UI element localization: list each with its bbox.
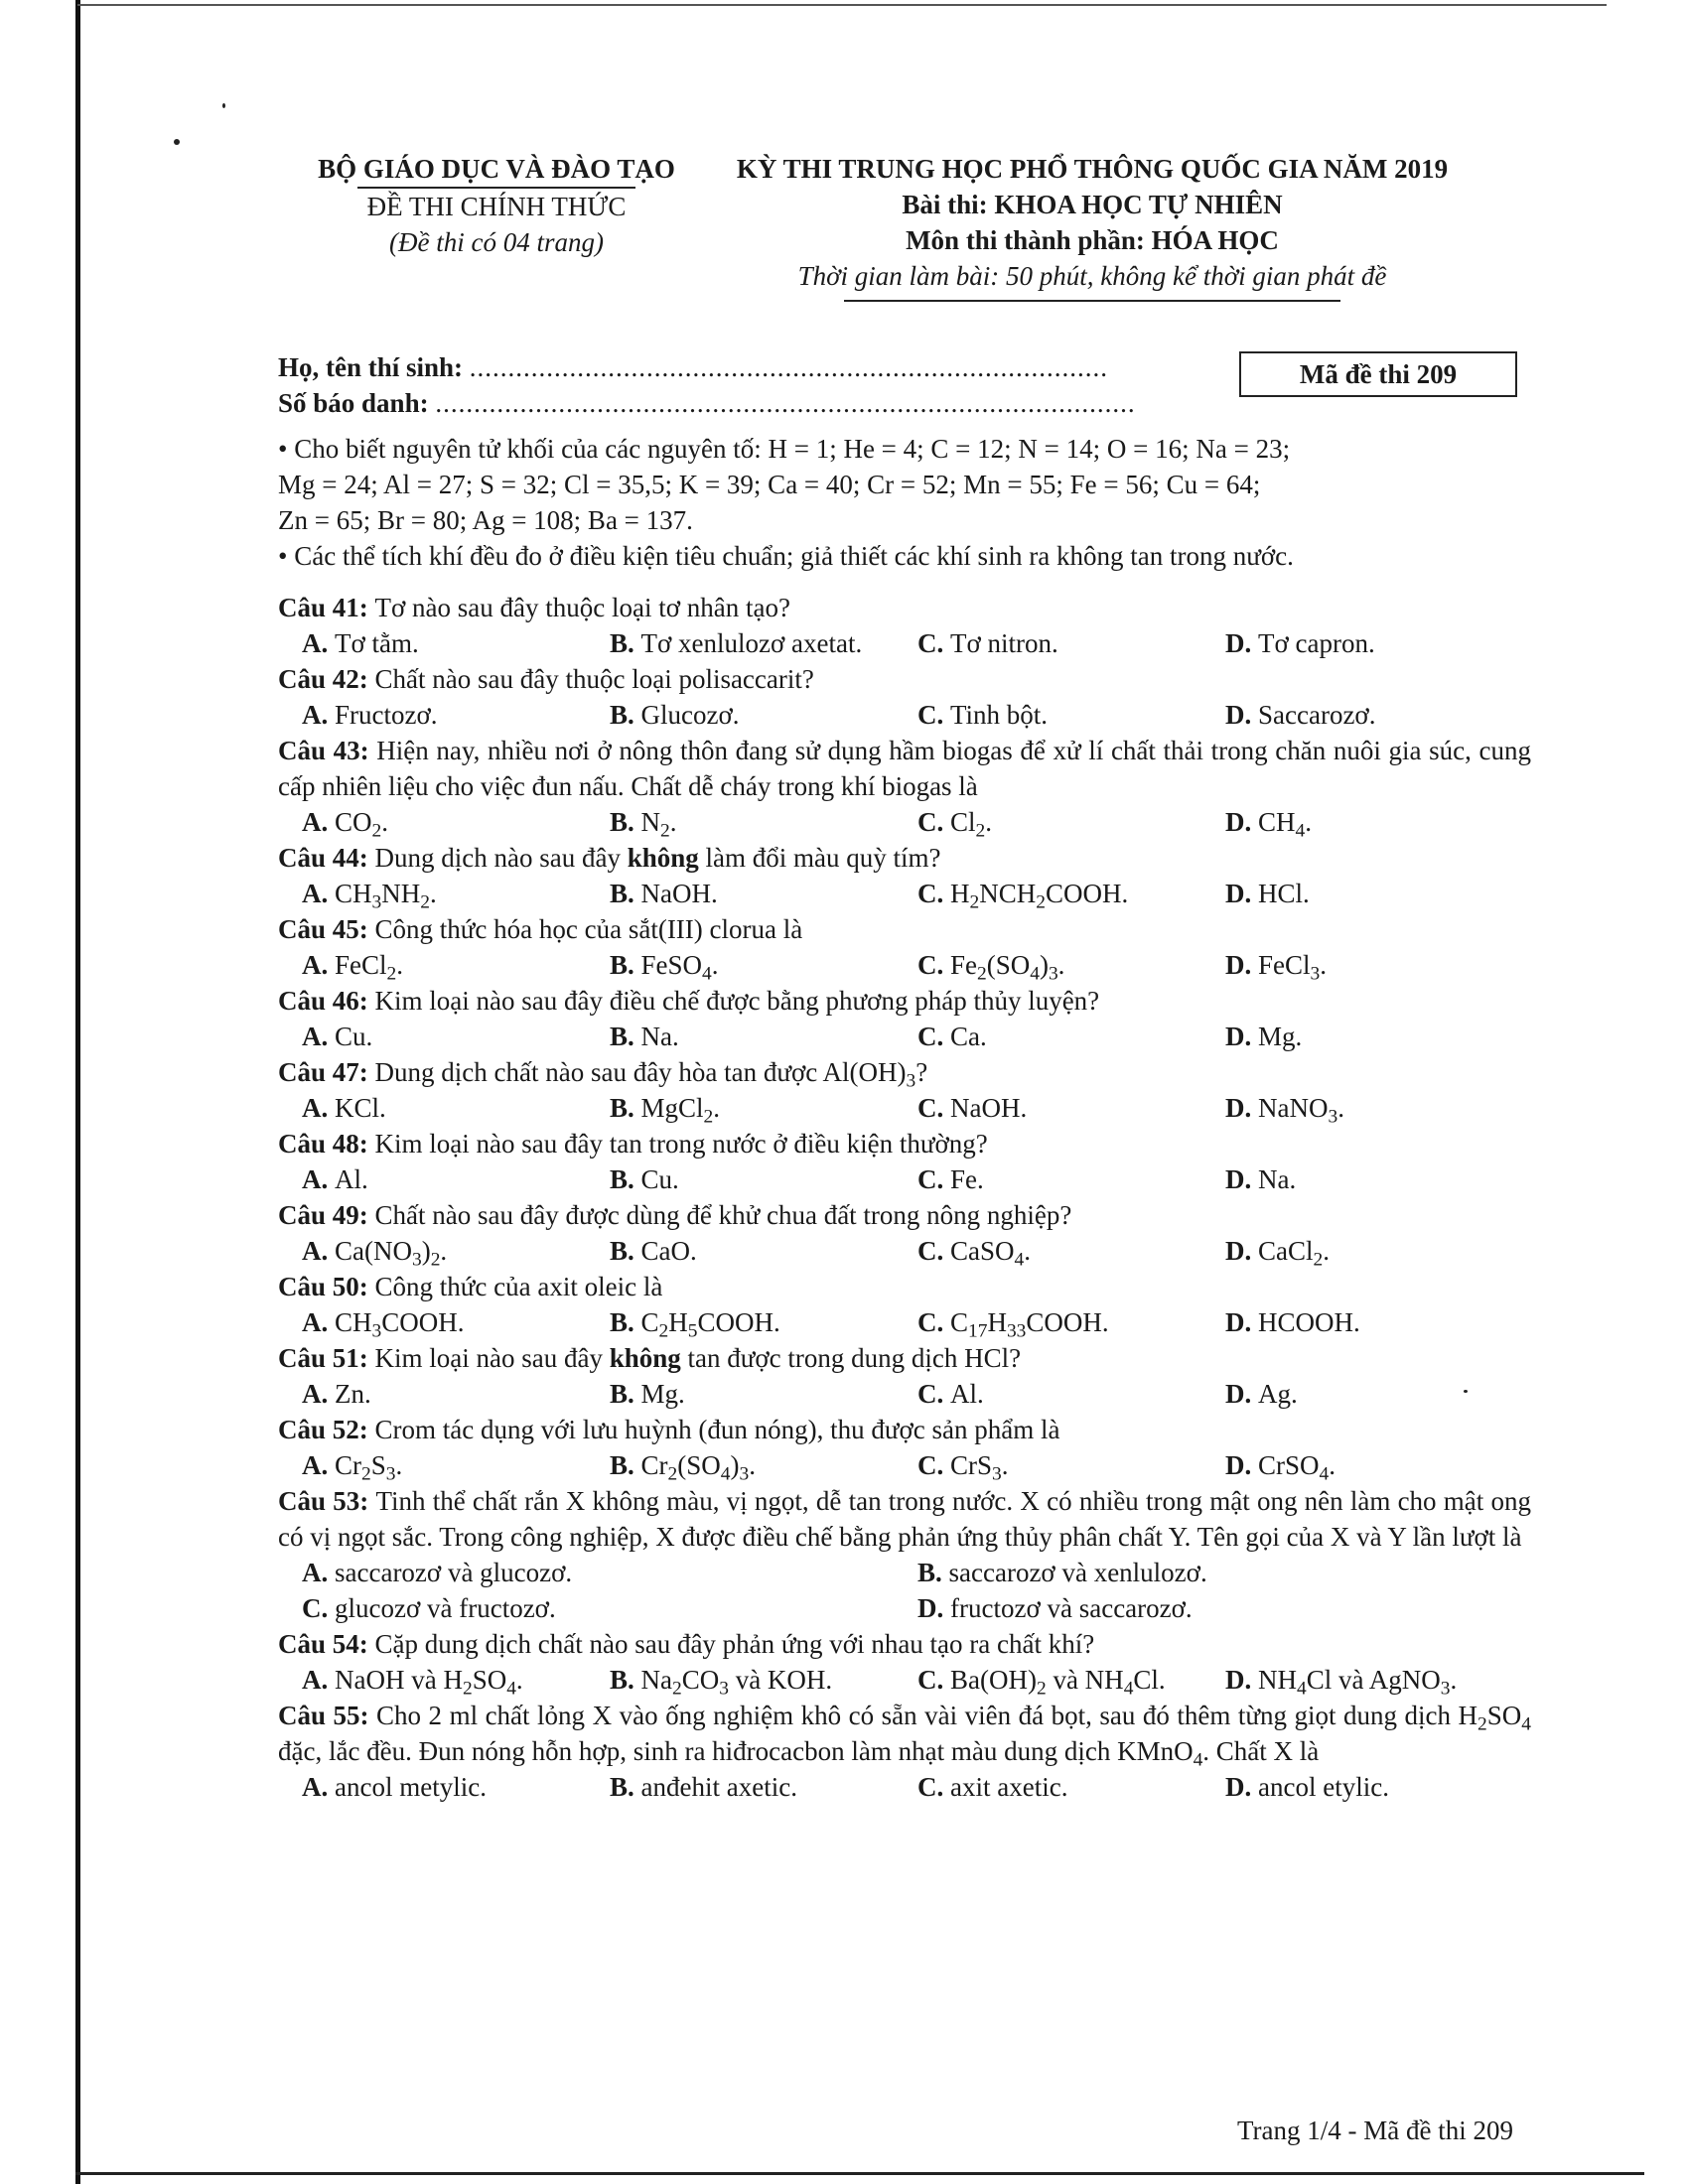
answer-option-c[interactable] [917,1376,1225,1412]
option-text: saccarozơ và glucozơ. [335,1558,573,1587]
option-text: anđehit axetic. [640,1772,797,1802]
option-letter: C. [917,950,950,980]
option-text: Ca. [950,1022,987,1051]
answer-option-c[interactable] [917,1769,1225,1805]
answer-option-a[interactable] [302,1555,917,1590]
ministry-name: BỘ GIÁO DỤC VÀ ĐÀO TẠO [318,154,675,184]
option-text: $N_2$. [640,807,677,842]
question [278,1626,1531,1698]
question-stem [278,1197,1531,1233]
answer-option-c[interactable] [917,1019,1225,1054]
question-stem [278,911,1531,947]
option-text: NaNO$_3$. [1258,1093,1344,1128]
option-text: $Cr_2(SO_4)_3$. [640,1450,756,1485]
question [278,983,1531,1054]
question-stem [278,1269,1531,1304]
option-text: Al. [335,1164,368,1194]
answer-option-d[interactable] [1225,625,1533,661]
option-text: Ag. [1258,1379,1298,1409]
question-text: Kim loại nào sau đây không tan được trong dung dịch HCl? [374,1343,1022,1373]
question-text: Chất nào sau đây được dùng để khử chua đất trong nông nghiệp? [374,1200,1072,1230]
option-letter: A. [302,1236,335,1266]
question [278,1340,1531,1412]
question [278,911,1531,983]
answer-option-a[interactable] [302,1376,610,1412]
answer-option-b[interactable] [610,1376,917,1412]
answer-option-c[interactable] [917,1304,1225,1340]
answer-option-c[interactable] [917,1447,1225,1483]
candidate-name-field[interactable]: ................................................................................... [469,352,1109,382]
option-text: Glucozơ. [640,700,740,730]
exam-duration: Thời gian làm bài: 50 phút, không kể thời gian phát đề [797,261,1387,291]
option-letter: A. [302,1379,335,1409]
question-stem [278,661,1531,697]
answer-option-b[interactable] [610,1304,917,1340]
option-letter: D. [1225,1450,1258,1480]
option-letter: B. [610,807,641,837]
answer-option-d[interactable] [1225,1090,1533,1126]
answer-options [278,1233,1531,1269]
answer-option-d[interactable] [1225,697,1533,733]
answer-option-c[interactable] [917,697,1225,733]
question-label: Câu 47: [278,1057,375,1087]
option-letter: A. [302,1558,335,1587]
option-letter: D. [1225,1772,1258,1802]
answer-option-c[interactable] [917,625,1225,661]
question [278,1126,1531,1197]
answer-option-b[interactable] [610,1161,917,1197]
question [278,1197,1531,1269]
option-letter: B. [610,1772,641,1802]
option-text: FeSO$_4$. [640,950,719,985]
question-stem [278,1698,1531,1769]
option-text: axit axetic. [950,1772,1068,1802]
answer-option-a[interactable] [302,1447,610,1483]
option-text: Al. [950,1379,984,1409]
answer-option-d[interactable] [1225,1019,1533,1054]
option-letter: A. [302,1450,335,1480]
question-text: Cho 2 ml chất lỏng X vào ống nghiệm khô có sẵn vài viên đá bọt, sau đó thêm từng giọt dung dịch $H_2SO_4$ đặc, lắc đều. Đun nóng hỗn hợp, sinh ra hiđrocacbon làm nhạt màu dung dịch KMnO$_4$. Chất X là [278,1701,1531,1771]
answer-options [278,625,1531,661]
option-letter: B. [610,950,641,980]
option-text: $Cr_2S_3$. [335,1450,403,1485]
option-letter: D. [1225,628,1258,658]
option-text: CaO. [640,1236,697,1266]
answer-options [278,1019,1531,1054]
option-text: HCOOH. [1258,1307,1360,1337]
answer-options [278,1304,1531,1340]
question-stem [278,1054,1531,1090]
answer-option-d[interactable] [1225,1376,1533,1412]
candidate-id-field[interactable]: ........................................................................................... [435,388,1136,418]
question-text: Dung dịch chất nào sau đây hòa tan được $Al(OH)_3$? [374,1057,928,1092]
option-text: CaSO$_4$. [950,1236,1031,1271]
option-letter: C. [917,628,950,658]
option-text: $H_2NCH_2COOH$. [950,879,1129,913]
option-letter: B. [610,1379,641,1409]
answer-option-c[interactable] [917,1090,1225,1126]
atomic-masses-line-3: Zn = 65; Br = 80; Ag = 108; Ba = 137. [278,505,693,535]
answer-option-c[interactable] [917,876,1225,911]
exam-type: ĐỀ THI CHÍNH THỨC [366,192,627,221]
question-text: Kim loại nào sau đây tan trong nước ở điều kiện thường? [374,1129,988,1159]
exam-code-box: Mã đề thi 209 [1239,351,1517,397]
answer-option-b[interactable] [610,804,917,840]
question-stem [278,1126,1531,1161]
option-text: Tơ xenlulozơ axetat. [640,628,863,658]
option-text: $Cl_2$. [950,807,992,842]
answer-option-a[interactable] [302,1233,610,1269]
option-text: CaCl$_2$. [1258,1236,1330,1271]
answer-option-b[interactable] [610,1662,917,1698]
answer-option-d[interactable] [1225,1769,1533,1805]
option-text: saccarozơ và xenlulozơ. [948,1558,1207,1587]
option-text: Cu. [640,1164,679,1194]
option-text: NaOH. [640,879,718,908]
answer-option-a[interactable] [302,1304,610,1340]
option-letter: C. [917,1665,950,1695]
option-letter: C. [917,879,950,908]
question-text: Tinh thể chất rắn X không màu, vị ngọt, dễ tan trong nước. X có nhiều trong mật ong nên làm cho mật ong có vị ngọt sắc. Trong công nghiệp, X được điều chế bằng phản ứng thủy phân chất Y. Tên gọi của X và Y lần lượt là [278,1486,1531,1552]
answer-option-b[interactable] [610,625,917,661]
question-list [278,590,1531,1805]
option-text: Tơ nitron. [950,628,1058,658]
option-letter: B. [610,1665,641,1695]
question-label: Câu 42: [278,664,375,694]
question-text: Kim loại nào sau đây điều chế được bằng phương pháp thủy luyện? [374,986,1100,1016]
scan-speck [222,103,225,108]
answer-option-d[interactable] [1225,1233,1533,1269]
option-text: Na. [640,1022,679,1051]
option-text: CrSO$_4$. [1258,1450,1336,1485]
answer-option-d[interactable] [1225,947,1533,983]
option-letter: D. [1225,807,1258,837]
option-text: Zn. [335,1379,371,1409]
option-letter: B. [610,1450,641,1480]
question-label: Câu 49: [278,1200,375,1230]
option-text: $CH_3NH_2$. [335,879,437,913]
question-text: Chất nào sau đây thuộc loại polisaccarit? [374,664,814,694]
gas-conditions-note: • Các thể tích khí đều đo ở điều kiện tiêu chuẩn; giả thiết các khí sinh ra không tan trong nước. [278,541,1294,571]
answer-options [278,1555,1531,1626]
answer-options [278,1447,1531,1483]
duration-underline [844,300,1340,302]
answer-options [278,1090,1531,1126]
option-letter: A. [302,950,335,980]
test-name: Bài thi: KHOA HỌC TỰ NHIÊN [902,190,1283,219]
question-text: Tơ nào sau đây thuộc loại tơ nhân tạo? [374,593,790,622]
option-letter: A. [302,700,335,730]
question-text: Hiện nay, nhiều nơi ở nông thôn đang sử dụng hầm biogas để xử lí chất thải trong chăn nuôi gia súc, cung cấp nhiên liệu cho việc đun nấu. Chất dễ cháy trong khí biogas là [278,736,1531,801]
scan-speck [174,139,180,145]
option-letter: C. [917,1093,950,1123]
exam-notes [278,431,1529,574]
option-letter: C. [917,1022,950,1051]
answer-options [278,1376,1531,1412]
option-text: glucozơ và fructozơ. [335,1593,556,1623]
answer-option-a[interactable] [302,1161,610,1197]
answer-option-b[interactable] [610,1090,917,1126]
answer-option-b[interactable] [610,1447,917,1483]
subject-name: Môn thi thành phần: HÓA HỌC [906,225,1279,255]
option-text: Fe. [950,1164,984,1194]
question-text: Dung dịch nào sau đây không làm đổi màu quỳ tím? [374,843,941,873]
answer-option-c[interactable] [917,1662,1225,1698]
candidate-id-label: Số báo danh: [278,388,429,418]
question [278,733,1531,840]
question [278,1698,1531,1805]
option-text: ancol etylic. [1258,1772,1389,1802]
answer-option-c[interactable] [917,1233,1225,1269]
option-text: Tơ tằm. [335,628,419,658]
question [278,840,1531,911]
scan-bottom-border [75,2172,1644,2175]
question-stem [278,1340,1531,1376]
question-stem [278,590,1531,625]
option-text: $Na_2CO_3$ và KOH. [640,1665,833,1700]
option-letter: B. [610,1236,641,1266]
candidate-name-label: Họ, tên thí sinh: [278,352,464,382]
option-text: HCl. [1258,879,1310,908]
option-text: Cu. [335,1022,373,1051]
question-stem [278,733,1531,804]
answer-option-b[interactable] [610,1769,917,1805]
answer-option-b[interactable] [917,1555,1533,1590]
option-letter: C. [302,1593,335,1623]
option-letter: D. [1225,950,1258,980]
option-text: $NH_4Cl$ và AgNO$_3$. [1258,1665,1458,1700]
option-letter: C. [917,1307,950,1337]
option-letter: A. [302,628,335,658]
exam-header [0,151,1688,330]
answer-options [278,876,1531,911]
option-letter: B. [610,879,641,908]
question-stem [278,1483,1531,1555]
answer-options [278,1769,1531,1805]
option-letter: A. [302,1772,335,1802]
option-letter: D. [1225,1236,1258,1266]
question-label: Câu 53: [278,1486,376,1516]
option-text: Tơ capron. [1258,628,1375,658]
answer-option-b[interactable] [610,1019,917,1054]
question-label: Câu 48: [278,1129,375,1159]
answer-options [278,1662,1531,1698]
option-letter: B. [610,1164,641,1194]
answer-option-d[interactable] [1225,1161,1533,1197]
question [278,1483,1531,1626]
option-letter: A. [302,1093,335,1123]
question-label: Câu 54: [278,1629,375,1659]
option-text: MgCl$_2$. [640,1093,721,1128]
answer-option-c[interactable] [917,804,1225,840]
option-letter: B. [610,1307,641,1337]
page-footer: Trang 1/4 - Mã đề thi 209 [1237,2116,1513,2145]
question-stem [278,1626,1531,1662]
option-letter: C. [917,1379,950,1409]
question-stem [278,1412,1531,1447]
option-letter: C. [917,1164,950,1194]
answer-option-a[interactable] [302,804,610,840]
answer-option-a[interactable] [302,625,610,661]
header-right [735,151,1450,302]
option-letter: A. [302,1164,335,1194]
option-text: Fructozơ. [335,700,438,730]
answer-options [278,1161,1531,1197]
answer-option-d[interactable] [1225,876,1533,911]
answer-option-d[interactable] [1225,1662,1533,1698]
question-label: Câu 50: [278,1272,375,1301]
option-letter: A. [302,879,335,908]
question-label: Câu 45: [278,914,375,944]
option-letter: C. [917,1450,950,1480]
question-label: Câu 43: [278,736,377,765]
option-text: $CH_3COOH$. [335,1307,465,1342]
answer-option-a[interactable] [302,947,610,983]
answer-option-b[interactable] [610,697,917,733]
option-letter: C. [917,1236,950,1266]
answer-options [278,947,1531,983]
option-letter: A. [302,1307,335,1337]
question-label: Câu 46: [278,986,375,1016]
option-text: NaOH và $H_2SO_4$. [335,1665,523,1700]
option-text: FeCl$_2$. [335,950,403,985]
option-text: ancol metylic. [335,1772,487,1802]
question-text: Công thức của axit oleic là [374,1272,663,1301]
option-letter: D. [1225,1665,1258,1695]
answer-option-d[interactable] [1225,1304,1533,1340]
question-label: Câu 44: [278,843,375,873]
option-letter: B. [610,1093,641,1123]
option-text: KCl. [335,1093,386,1123]
question-text: Cặp dung dịch chất nào sau đây phản ứng với nhau tạo ra chất khí? [374,1629,1095,1659]
question [278,1412,1531,1483]
option-letter: B. [610,700,641,730]
answer-option-d[interactable] [917,1590,1533,1626]
question [278,661,1531,733]
option-text: $C_2H_5COOH$. [640,1307,780,1342]
exam-title: KỲ THI TRUNG HỌC PHỔ THÔNG QUỐC GIA NĂM 2019 [736,154,1449,184]
answer-options [278,697,1531,733]
option-letter: B. [610,628,641,658]
option-letter: C. [917,1772,950,1802]
option-text: $C_{17}H_{33}COOH$. [950,1307,1109,1342]
option-letter: D. [1225,1022,1258,1051]
answer-option-c[interactable] [917,1161,1225,1197]
option-letter: B. [917,1558,949,1587]
question-label: Câu 41: [278,593,375,622]
option-text: Na. [1258,1164,1297,1194]
question-label: Câu 52: [278,1415,375,1444]
option-letter: D. [1225,879,1258,908]
answer-option-a[interactable] [302,1090,610,1126]
option-letter: D. [1225,1093,1258,1123]
answer-option-a[interactable] [302,697,610,733]
answer-option-d[interactable] [1225,804,1533,840]
question [278,1054,1531,1126]
question-text: Công thức hóa học của sắt(III) clorua là [374,914,803,944]
question-label: Câu 51: [278,1343,375,1373]
question-stem [278,983,1531,1019]
option-letter: C. [917,700,950,730]
answer-option-a[interactable] [302,1662,610,1698]
atomic-masses-line-2: Mg = 24; Al = 27; S = 32; Cl = 35,5; K = 39; Ca = 40; Cr = 52; Mn = 55; Fe = 56; Cu = 64; [278,470,1261,499]
answer-option-b[interactable] [610,947,917,983]
option-letter: A. [302,1022,335,1051]
question-stem [278,840,1531,876]
answer-option-a[interactable] [302,876,610,911]
option-letter: C. [917,807,950,837]
option-letter: D. [917,1593,950,1623]
option-text: Saccarozơ. [1258,700,1376,730]
page-count-note: (Đề thi có 04 trang) [389,227,604,257]
question-text: Crom tác dụng với lưu huỳnh (đun nóng), thu được sản phẩm là [374,1415,1060,1444]
question [278,1269,1531,1340]
answer-options [278,804,1531,840]
option-letter: D. [1225,1379,1258,1409]
question-label: Câu 55: [278,1701,377,1730]
option-text: $CH_4$. [1258,807,1312,842]
answer-option-a[interactable] [302,1769,610,1805]
option-text: Tinh bột. [950,700,1049,730]
option-text: fructozơ và saccarozơ. [950,1593,1193,1623]
option-letter: A. [302,1665,335,1695]
option-text: $Fe_2(SO_4)_3$. [950,950,1065,985]
answer-option-c[interactable] [302,1590,917,1626]
answer-option-c[interactable] [917,947,1225,983]
answer-option-d[interactable] [1225,1447,1533,1483]
option-text: CrS$_3$. [950,1450,1009,1485]
option-letter: B. [610,1022,641,1051]
atomic-masses-line-1: • Cho biết nguyên tử khối của các nguyên tố: H = 1; He = 4; C = 12; N = 14; O = 16; Na = 23; [278,434,1291,464]
option-text: Mg. [640,1379,685,1409]
option-text: FeCl$_3$. [1258,950,1327,985]
option-text: Mg. [1258,1022,1303,1051]
answer-option-b[interactable] [610,876,917,911]
option-text: $Ca(NO_3)_2$. [335,1236,448,1271]
option-letter: A. [302,807,335,837]
option-letter: D. [1225,1164,1258,1194]
option-letter: D. [1225,1307,1258,1337]
answer-option-a[interactable] [302,1019,610,1054]
scan-top-border [77,4,1607,6]
option-text: NaOH. [950,1093,1028,1123]
option-text: $Ba(OH)_2$ và $NH_4Cl$. [950,1665,1166,1700]
header-left [298,151,695,260]
answer-option-b[interactable] [610,1233,917,1269]
question [278,590,1531,661]
option-text: $CO_2$. [335,807,388,842]
option-letter: D. [1225,700,1258,730]
